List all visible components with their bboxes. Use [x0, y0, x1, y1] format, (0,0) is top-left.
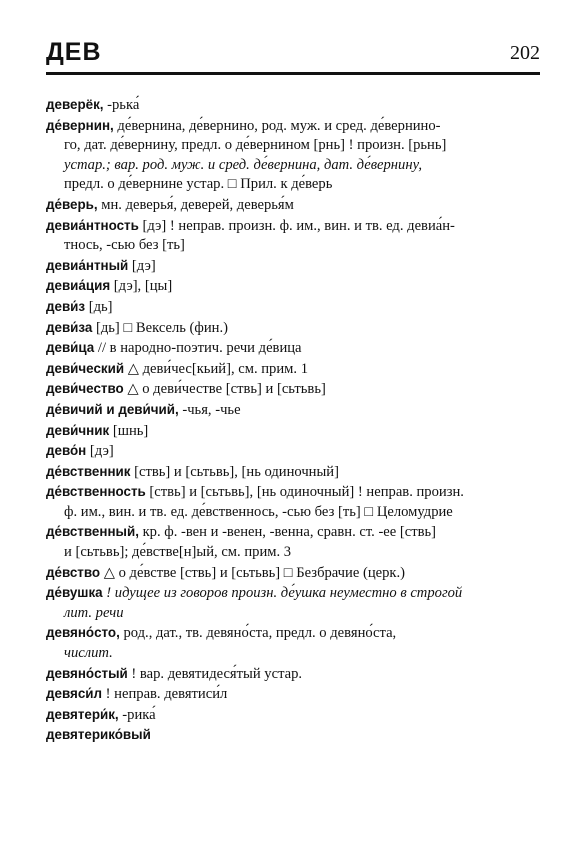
- entry-devyanosto: [46, 623, 538, 663]
- entry-text: -рька́: [103, 97, 140, 113]
- entry-text: [дэ], [цы]: [110, 278, 173, 295]
- entry-text: кр. ф. -вен и -венен, -венна, сравн. ст. -ее [ствь]: [138, 524, 437, 541]
- headword: деви́за: [46, 319, 93, 335]
- entry-deviantnost: [46, 216, 538, 256]
- entry-text: [дэ]: [86, 443, 114, 460]
- entry-text: де́вернина, де́вернино, род. муж. и сред. де́вернино-: [113, 117, 441, 134]
- entry-devstvennyi: [46, 522, 538, 562]
- headword: деви́ческий: [46, 360, 125, 376]
- entry-devichiy: [46, 400, 538, 421]
- entry-devon: [46, 441, 538, 462]
- entry-text: ! неправ. девятиси́л: [102, 686, 228, 703]
- entry-text: [ствь] и [сьтьвь], [нь одиночный] ! неправ. произн.: [145, 484, 464, 501]
- headword: де́вственный,: [46, 524, 139, 540]
- entry-devyasil: [46, 684, 538, 705]
- headword: дево́н: [46, 443, 87, 459]
- entry-deviantnyi: [46, 256, 538, 277]
- entry-devyanostyi: [46, 664, 538, 685]
- entry-text: △ деви́чес[кьий], см. прим. 1: [124, 360, 308, 377]
- entry-devyaterikovyi: [46, 725, 538, 746]
- headword: девяно́стый: [46, 665, 128, 681]
- headword: де́верь,: [46, 196, 98, 212]
- headword: деверёк,: [46, 97, 104, 112]
- headword: де́вственность: [46, 484, 146, 500]
- header-rule: [46, 72, 540, 75]
- entry-text: [дь] □ Вексель (фин.): [92, 319, 229, 336]
- entry-devernin: [46, 116, 538, 195]
- entry-text-continued: и [сьтьвь]; де́встве[н]ый, см. прим. 3: [64, 544, 292, 561]
- headword: де́вернин,: [46, 117, 114, 133]
- headword: деви́ца: [46, 340, 95, 356]
- entry-devichestvo: [46, 379, 538, 400]
- headword: девяси́л: [46, 686, 103, 702]
- entry-text: [дь]: [85, 298, 113, 315]
- entry-devitsa: [46, 338, 538, 359]
- headword: де́вство: [46, 564, 101, 580]
- entry-deviatsiya: [46, 276, 538, 297]
- headword: деви́чество: [46, 381, 124, 397]
- entry-text: [дэ] ! неправ. произн. ф. им., вин. и тв. ед. девиа́н-: [138, 217, 455, 234]
- entry-text-continued: тнось, -сью без [ть]: [64, 237, 185, 254]
- headword: девиа́нтность: [46, 217, 139, 233]
- entry-devstvennost: [46, 482, 538, 522]
- entry-text-continued: числит.: [64, 645, 113, 662]
- entry-deviza: [46, 318, 538, 339]
- headword: де́вичий и деви́чий,: [46, 401, 179, 417]
- entry-text-continued: устар.; вар. род. муж. и сред. де́вернина, дат. де́вернину,: [64, 156, 422, 173]
- headword: девятери́к,: [46, 706, 119, 722]
- entry-devstvennik: [46, 462, 538, 483]
- entry-text: △ о де́встве [ствь] и [сьтьвь] □ Безбрачие (церк.): [100, 564, 406, 581]
- running-head: ДЕВ: [46, 38, 102, 66]
- entry-dever: [46, 195, 538, 216]
- headword: девиа́нтный: [46, 257, 129, 273]
- entry-text-continued: ф. им., вин. и тв. ед. де́вственнось, -сью без [ть] □ Целомудрие: [64, 503, 453, 520]
- dictionary-entries: [46, 95, 538, 746]
- headword: де́вственник: [46, 463, 131, 479]
- entry-text: -чья, -чье: [178, 401, 241, 418]
- page-header: [46, 38, 540, 70]
- headword: девиа́ция: [46, 278, 111, 294]
- entry-text-continued: предл. о де́вернине устар. □ Прил. к де́верь: [64, 176, 333, 193]
- entry-text: мн. деверья́, деверей, деверья́м: [97, 196, 294, 213]
- entry-text: род., дат., тв. девяно́ста, предл. о девяно́ста,: [119, 625, 397, 642]
- entry-text: ! идущее из говоров произн. де́ушка неуместно в строгой: [102, 585, 463, 602]
- entry-devicheskiy: [46, 359, 538, 380]
- entry-text: [ствь] и [сьтьвь], [нь одиночный]: [130, 463, 339, 480]
- entry-text: [дэ]: [128, 257, 156, 274]
- entry-deviz: [46, 297, 538, 318]
- entry-devushka: [46, 583, 538, 623]
- headword: девятерико́вый: [46, 727, 151, 743]
- entry-text: -рика́: [118, 706, 156, 723]
- entry-text: △ о деви́честве [ствь] и [сьтьвь]: [123, 381, 326, 398]
- headword: де́вушка: [46, 585, 103, 601]
- page-number: 202: [510, 42, 540, 64]
- headword: деви́з: [46, 298, 86, 314]
- entry-text-continued: лит. речи: [64, 604, 124, 621]
- entry-text: ! вар. девятидеся́тый устар.: [127, 665, 303, 682]
- entry-deverek: [46, 95, 538, 116]
- entry-devyaterik: [46, 705, 538, 726]
- entry-devstvo: [46, 563, 538, 584]
- headword: девяно́сто,: [46, 625, 120, 641]
- headword: деви́чник: [46, 422, 110, 438]
- entry-text-continued: го, дат. де́вернину, предл. о де́вернином [рнь] ! произн. [рьнь]: [64, 137, 447, 154]
- entry-devichnik: [46, 421, 538, 442]
- entry-text: // в народно-поэтич. речи де́вица: [94, 340, 302, 357]
- entry-text: [шнь]: [109, 422, 149, 439]
